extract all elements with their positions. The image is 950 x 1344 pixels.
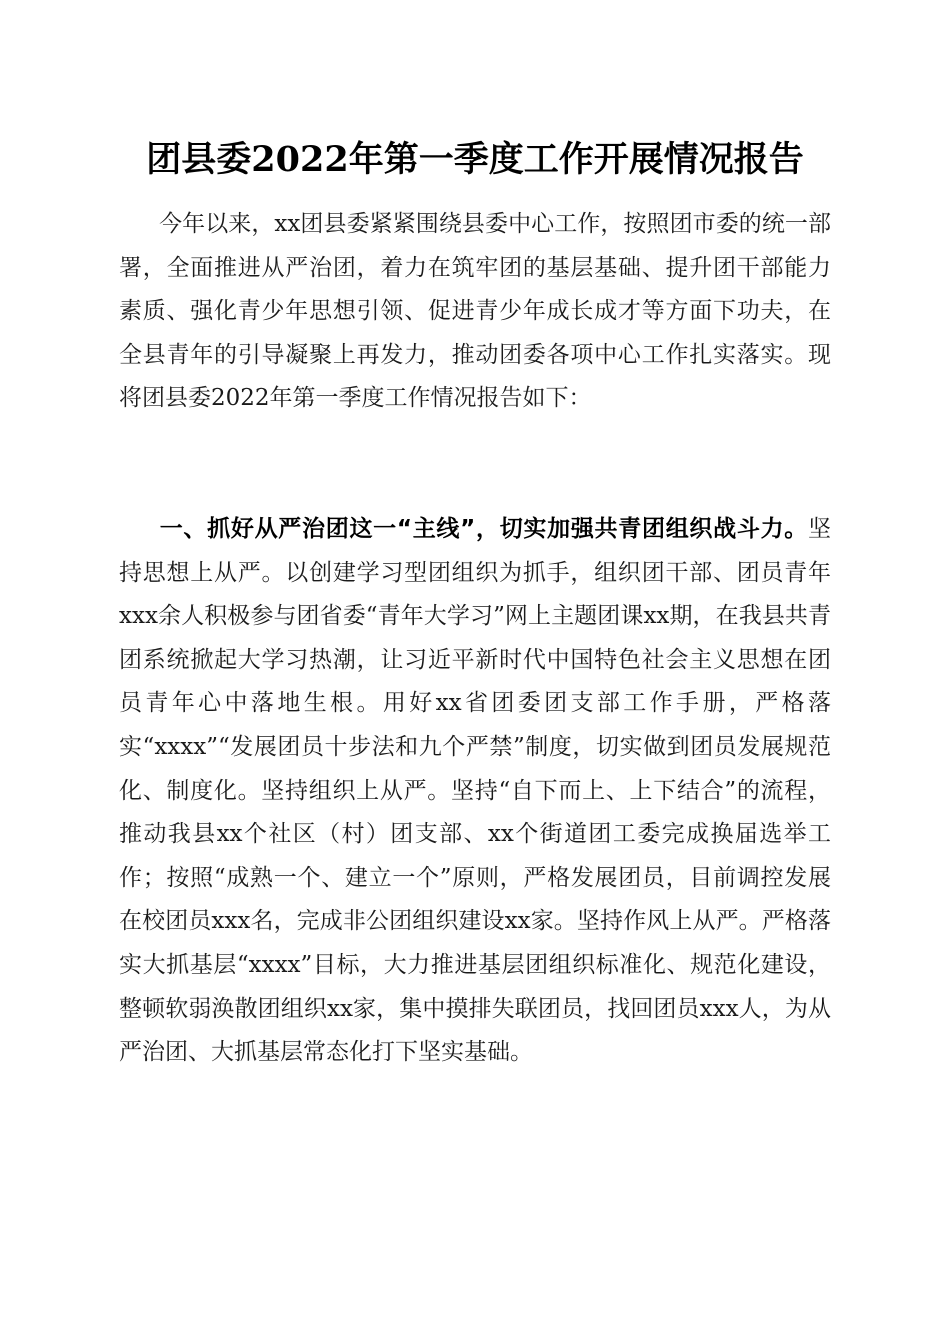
- intro-paragraph: [119, 203, 831, 421]
- section-one-heading: 一、抓好从严治团这一“主线”，切实加强共青团组织战斗力。: [159, 516, 808, 542]
- intro-paragraph-text: 今年以来，xx团县委紧紧围绕县委中心工作，按照团市委的统一部署，全面推进从严治团，着力在筑牢团的基层基础、提升团干部能力素质、强化青少年思想引领、促进青少年成长成才等方面下功夫，在全县青年的引导凝聚上再发力，推动团委各项中心工作扎实落实。现将团县委2022年第一季度工作情况报告如下：: [119, 211, 831, 412]
- document-title: 团县委2022年第一季度工作开展情况报告: [146, 139, 804, 180]
- section-one-paragraph: [119, 508, 831, 1075]
- section-one-body: 坚持思想上从严。以创建学习型团组织为抓手，组织团干部、团员青年xxx余人积极参与团省委“青年大学习”网上主题团课xx期，在我县共青团系统掀起大学习热潮，让习近平新时代中国特色社会主义思想在团员青年心中落地生根。用好xx省团委团支部工作手册，严格落实“xxxx”“发展团员十步法和九个严禁”制度，切实做到团员发展规范化、制度化。坚持组织上从严。坚持“自下而上、上下结合”的流程，推动我县xx个社区（村）团支部、xx个街道团工委完成换届选举工作；按照“成熟一个、建立一个”原则，严格发展团员，目前调控发展在校团员xxx名，完成非公团组织建设xx家。坚持作风上从严。严格落实大抓基层“xxxx”目标，大力推进基层团组织标准化、规范化建设，整顿软弱涣散团组织xx家，集中摸排失联团员，找回团员xxx人，为从严治团、大抓基层常态化打下坚实基础。: [119, 516, 831, 1066]
